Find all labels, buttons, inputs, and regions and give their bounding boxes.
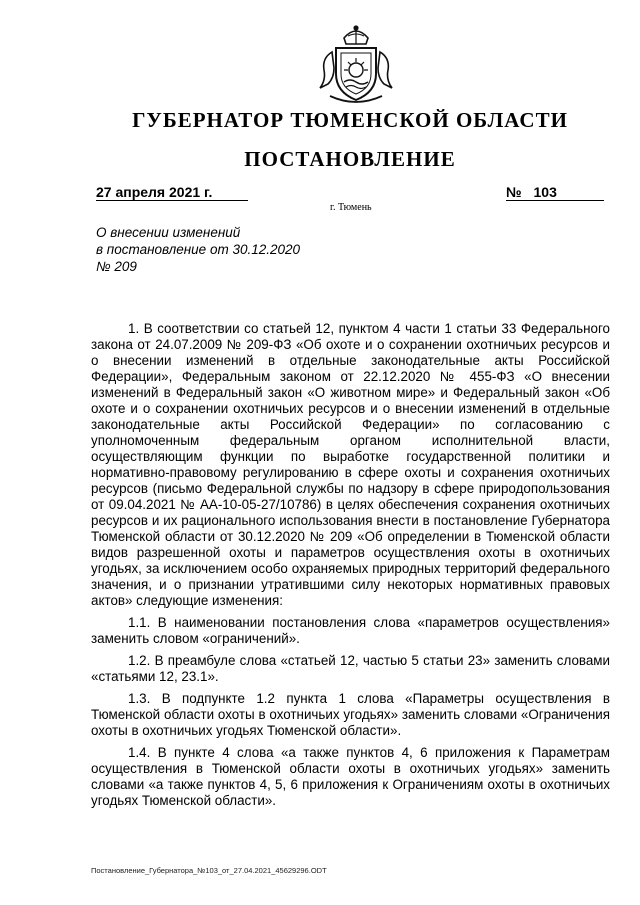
body-paragraph: 1.3. В подпункте 1.2 пункта 1 слова «Параметры осуществления в Тюменской области охоты в охотничьих угодьях» заменить словами «Ограничения охоты в охотничьих угодьях Тюменской области». — [91, 691, 610, 738]
coat-of-arms-icon — [308, 22, 404, 106]
footer-filename: Постановление_Губернатора_№103_от_27.04.2021_45629296.ODT — [91, 866, 327, 875]
decree-number-field — [506, 184, 604, 201]
number-sign: № — [506, 184, 522, 200]
subject-line: № 209 — [96, 259, 137, 274]
city-label: г. Тюмень — [330, 202, 372, 213]
decree-body — [91, 321, 610, 815]
governor-title: ГУБЕРНАТОР ТЮМЕНСКОЙ ОБЛАСТИ — [132, 108, 568, 132]
decree-date-field — [96, 184, 248, 201]
body-paragraph: 1. В соответствии со статьей 12, пунктом 4 части 1 статьи 33 Федерального закона от 24.07.2009 № 209-ФЗ «Об охоте и о сохранении охотничьих ресурсов и о внесении изменений в отдельные законодательные акты Российской Федерации», Федеральным законом от 22.12.2020 № 455-ФЗ «О внесении изменений в Федеральный закон «О животном мире» и Федеральный закон «Об охоте и о сохранении охотничьих ресурсов и о внесении изменений в отдельные законодательные акты Российской Федерации» по согласованию с уполномоченным федеральным органом исполнительной власти, осуществляющим функции по выработке государственной политики и нормативно-правовому регулированию в сфере охоты и сохранения охотничьих ресурсов (письмо Федеральной службы по надзору в сфере природопользования от 09.04.2021 № АА-10-05-27/10786) в целях обеспечения сохранения охотничьих ресурсов и их рационального использования внести в постановление Губернатора Тюменской области от 30.12.2020 № 209 «Об определении в Тюменской области видов разрешенной охоты и параметров осуществления охоты в охотничьих угодьях, за исключением особо охраняемых природных территорий федерального значения, и о признании утратившими силу некоторых нормативных правовых актов» следующие изменения: — [91, 321, 610, 608]
body-paragraph: 1.2. В преамбуле слова «статьей 12, частью 5 статьи 23» заменить словами «статьями 12, 23.1». — [91, 653, 610, 684]
document-type: ПОСТАНОВЛЕНИЕ — [244, 147, 456, 171]
body-paragraph: 1.1. В наименовании постановления слова «параметров осуществления» заменить словом «ограничений». — [91, 615, 610, 646]
decree-subject — [96, 224, 300, 275]
subject-line: в постановление от 30.12.2020 — [96, 242, 301, 257]
subject-line: О внесении изменений — [96, 225, 241, 240]
decree-date: 27 апреля 2021 г. — [96, 184, 213, 200]
body-paragraph: 1.4. В пункте 4 слова «а также пунктов 4, 6 приложения к Параметрам осуществления в Тюменской области охоты в охотничьих угодьях» заменить словами «а также пунктов 4, 5, 6 приложения к Ограничениям охоты в охотничьих угодьях Тюменской области». — [91, 745, 610, 808]
decree-number: 103 — [533, 184, 557, 200]
